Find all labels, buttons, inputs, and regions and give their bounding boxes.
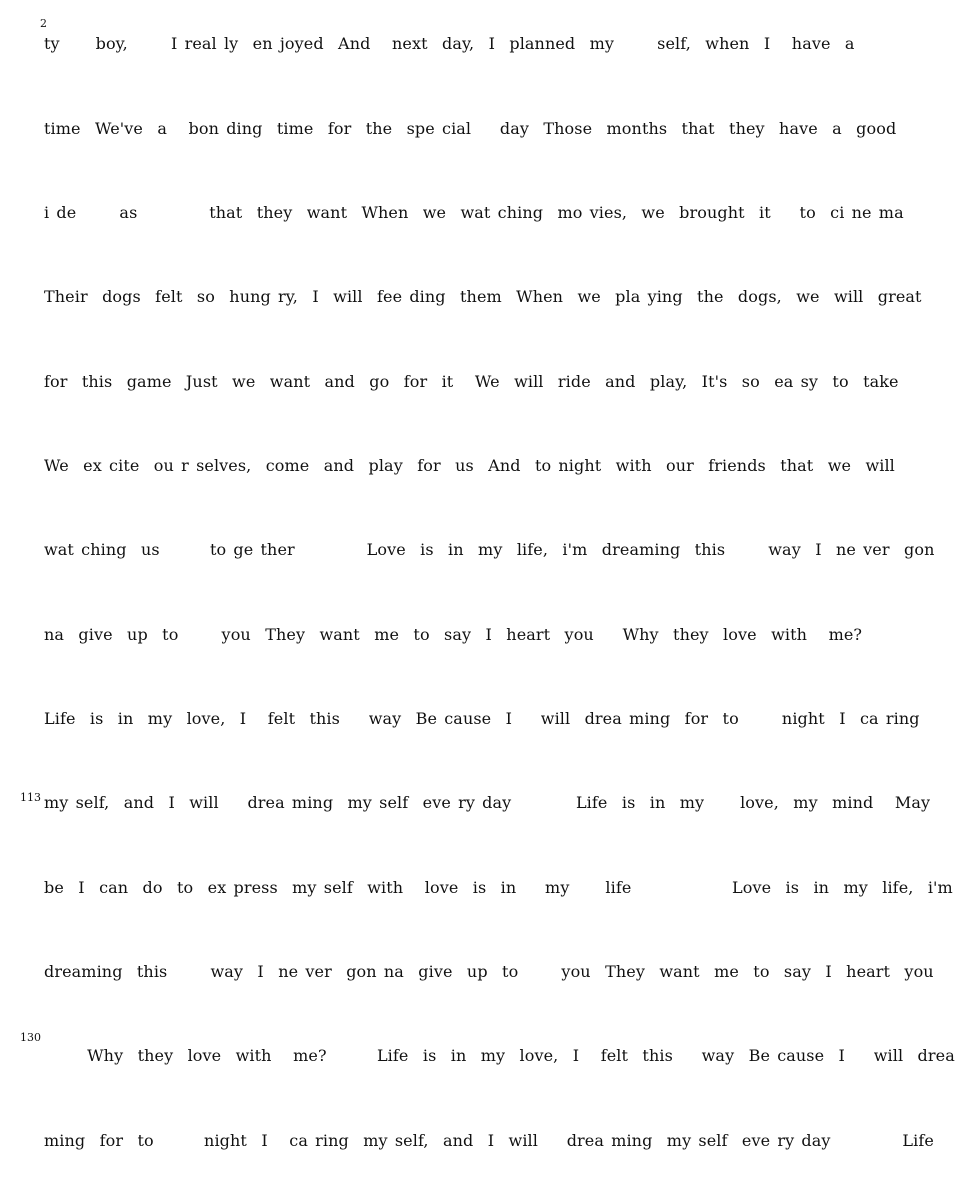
line-number-marker: 130 — [20, 1031, 41, 1044]
text-line: dreaming this way I ne ver gon na give up to you They want me to say I heart you — [44, 962, 934, 981]
page-number: 2 — [40, 17, 47, 30]
text-line: time We've a bon ding time for the spe cial day Those months that they have a good — [44, 119, 897, 138]
text-line: Why they love with me? Life is in my love, I felt this way Be cause I will drea — [44, 1046, 955, 1065]
text-line: i de as that they want When we wat ching mo vies, we brought it to ci ne ma — [44, 203, 904, 222]
text-line: my self, and I will drea ming my self eve ry day Life is in my love, my mind May — [44, 793, 931, 812]
text-line: be I can do to ex press my self with love is in my life Love is in my life, i'm — [44, 878, 953, 897]
text-line: ty boy, I real ly en joyed And next day, I planned my self, when I have a — [44, 34, 855, 53]
text-line: wat ching us to ge ther Love is in my life, i'm dreaming this way I ne ver gon — [44, 540, 935, 559]
line-number-marker: 113 — [20, 791, 41, 804]
text-line: Their dogs felt so hung ry, I will fee ding them When we pla ying the dogs, we will great — [44, 287, 922, 306]
text-line: na give up to you They want me to say I heart you Why they love with me? — [44, 625, 863, 644]
text-line: Life is in my love, I felt this way Be cause I will drea ming for to night I ca ring — [44, 709, 920, 728]
text-line: We ex cite ou r selves, come and play for us And to night with our friends that we will — [44, 456, 895, 475]
text-line: for this game Just we want and go for it We will ride and play, It's so ea sy to take — [44, 372, 899, 391]
text-line: ming for to night I ca ring my self, and I will drea ming my self eve ry day Life — [44, 1131, 934, 1150]
